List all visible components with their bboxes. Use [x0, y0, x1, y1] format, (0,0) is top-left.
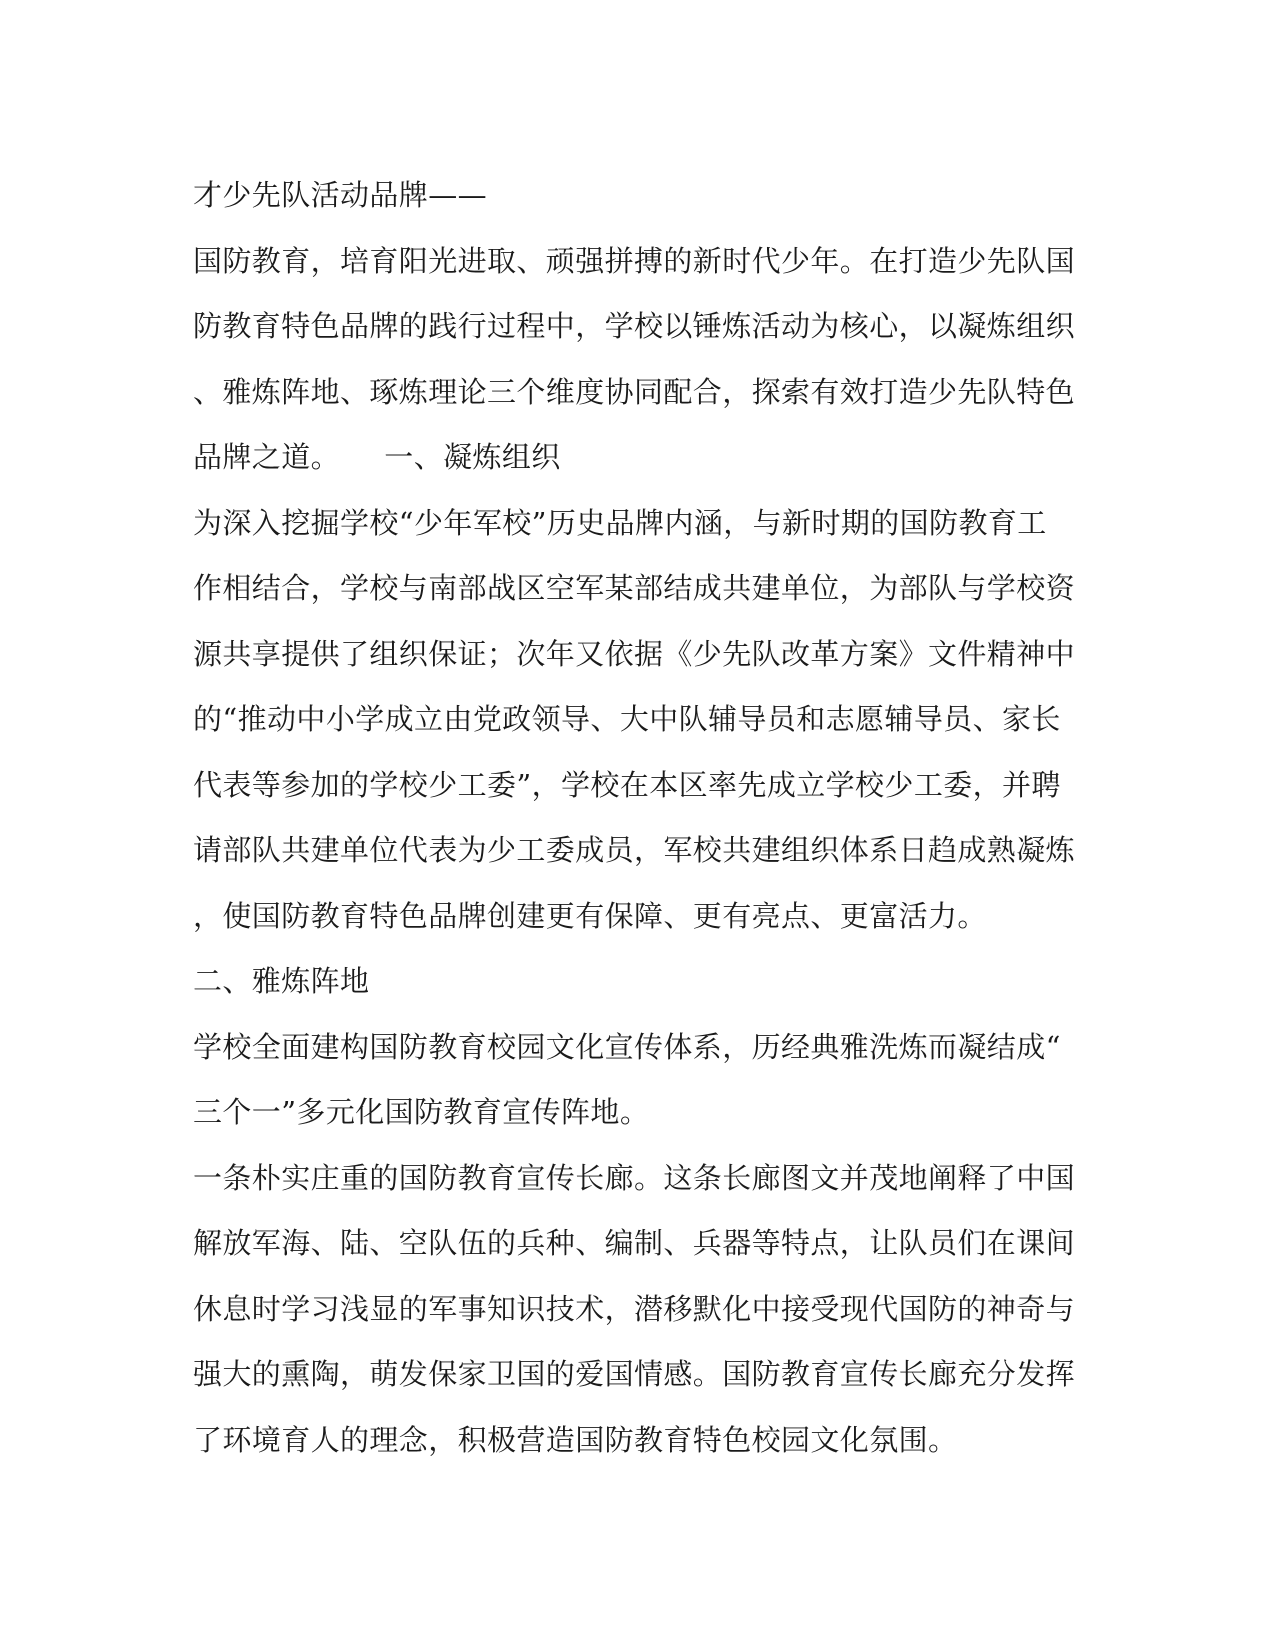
text-line: 作相结合，学校与南部战区空军某部结成共建单位，为部队与学校资 — [193, 571, 1076, 605]
text-line: 请部队共建单位代表为少工委成员，军校共建组织体系日趋成熟凝炼 — [193, 833, 1076, 867]
section-heading-line: 品牌之道。 一、凝炼组织 — [193, 440, 561, 474]
section-heading: 二、雅炼阵地 — [193, 964, 370, 998]
text-line: 解放军海、陆、空队伍的兵种、编制、兵器等特点，让队员们在课间 — [193, 1226, 1076, 1260]
text-line: 才少先队活动品牌—— — [193, 178, 488, 212]
text-line: ，使国防教育特色品牌创建更有保障、更有亮点、更富活力。 — [193, 898, 987, 933]
text-line: 为深入挖掘学校“少年军校”历史品牌内涵，与新时期的国防教育工 — [193, 505, 1047, 540]
text-line: 的“推动中小学成立由党政领导、大中队辅导员和志愿辅导员、家长 — [193, 702, 1061, 736]
text-line: 代表等参加的学校少工委”，学校在本区率先成立学校少工委，并聘 — [193, 767, 1061, 802]
text-line: 源共享提供了组织保证；次年又依据《少先队改革方案》文件精神中 — [193, 636, 1076, 671]
text-line: 一条朴实庄重的国防教育宣传长廊。这条长廊图文并茂地阐释了中国 — [193, 1160, 1076, 1195]
text-line: 了环境育人的理念，积极营造国防教育特色校园文化氛围。 — [193, 1422, 958, 1457]
text-line: 、雅炼阵地、琢炼理论三个维度协同配合，探索有效打造少先队特色 — [193, 374, 1076, 409]
text-line: 强大的熏陶，萌发保家卫国的爱国情感。国防教育宣传长廊充分发挥 — [193, 1357, 1076, 1391]
text-line: 国防教育，培育阳光进取、顽强拼搏的新时代少年。在打造少先队国 — [193, 243, 1076, 278]
text-line: 防教育特色品牌的践行过程中，学校以锤炼活动为核心，以凝炼组织 — [193, 309, 1076, 343]
body-text — [193, 163, 1093, 1473]
text-line: 三个一”多元化国防教育宣传阵地。 — [193, 1095, 650, 1129]
text-line: 学校全面建构国防教育校园文化宣传体系，历经典雅洗炼而凝结成“ — [193, 1029, 1061, 1064]
text-line: 休息时学习浅显的军事知识技术，潜移默化中接受现代国防的神奇与 — [193, 1291, 1076, 1326]
